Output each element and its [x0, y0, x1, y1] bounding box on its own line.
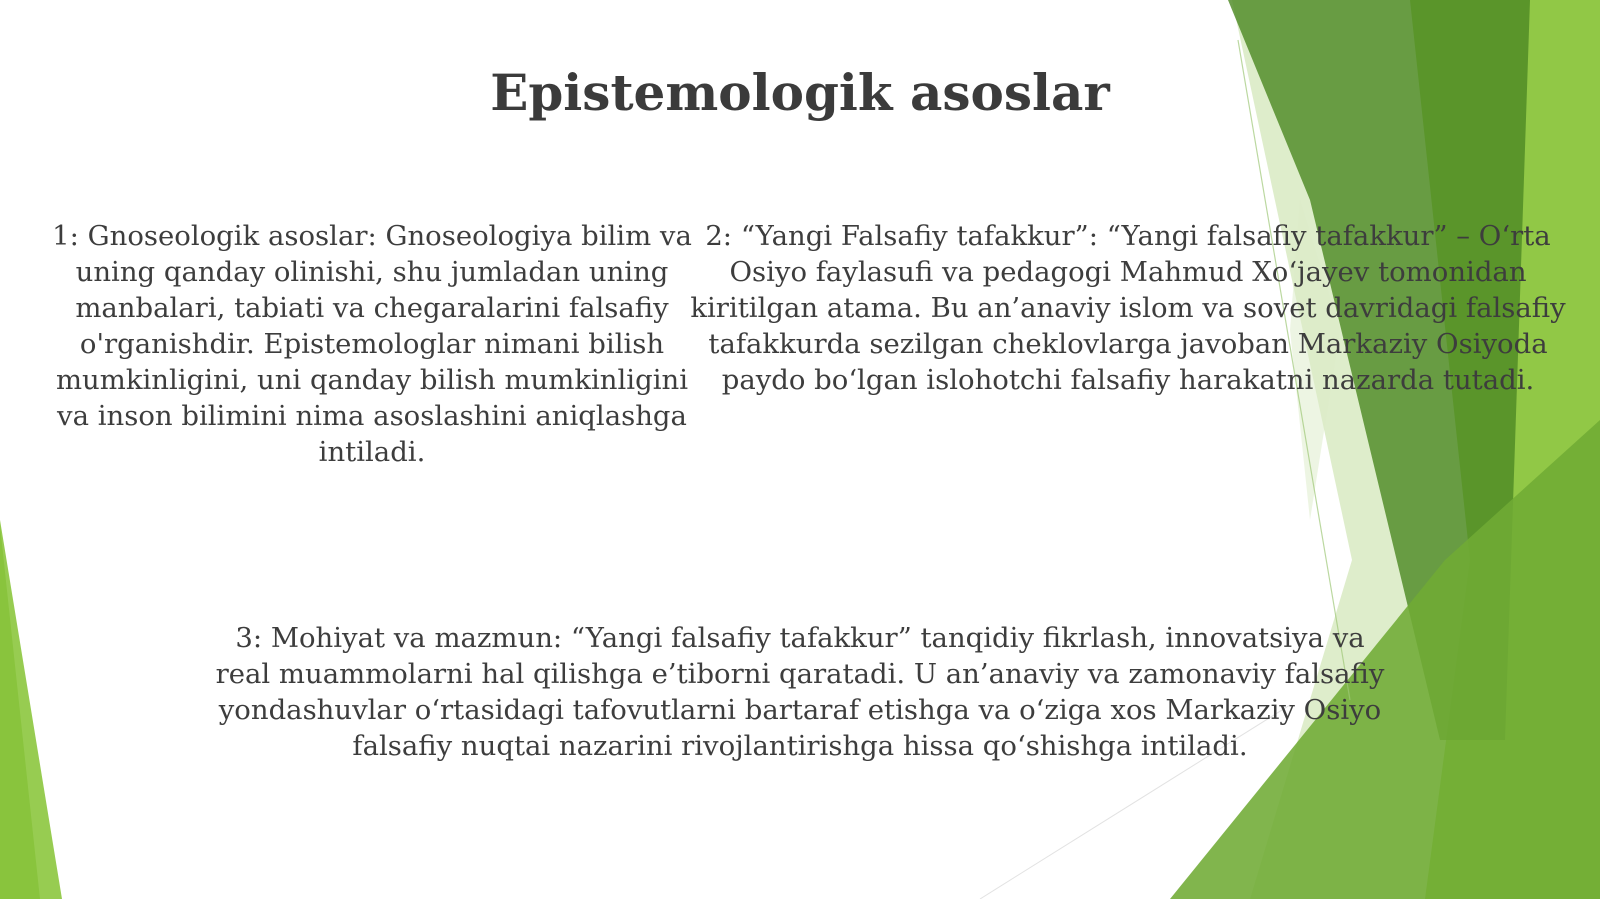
paragraph-yangi-falsafiy-tafakkur: 2: “Yangi Falsafiy tafakkur”: “Yangi falsafiy tafakkur” – O‘rta Osiyo faylasufi va pedagogi Mahmud Xo‘jayev tomonidan kiritilgan atama. Bu an’anaviy islom va sovet davridagi falsafiy tafakkurda sezilgan cheklovlarga javoban Markaziy Osiyoda paydo bo‘lgan islohotchi falsafiy harakatni nazarda tutadi. [690, 220, 1566, 396]
left-facet-front [0, 520, 62, 899]
paragraph-mohiyat-va-mazmun: 3: Mohiyat va mazmun: “Yangi falsafiy tafakkur” tanqidiy fikrlash, innovatsiya va real muammolarni hal qilishga e’tiborni qaratadi. U an’anaviy va zamonaviy falsafiy yondashuvlar o‘rtasidagi tafovutlarni bartaraf etishga va o‘ziga xos Markaziy Osiyo falsafiy nuqtai nazarini rivojlantirishga hissa qo‘shishga intiladi. [215, 622, 1385, 762]
paragraph-gnoseologik-asoslar: 1: Gnoseologik asoslar: Gnoseologiya bilim va uning qanday olinishi, shu jumladan uning manbalari, tabiati va chegaralarini falsafiy o'rganishdir. Epistemologlar nimani bilish mumkinligini, uni qanday bilish mumkinligini va inson bilimini nima asoslashini aniqlashga intiladi. [52, 220, 692, 468]
slide-title: Epistemologik asoslar [490, 63, 1110, 122]
